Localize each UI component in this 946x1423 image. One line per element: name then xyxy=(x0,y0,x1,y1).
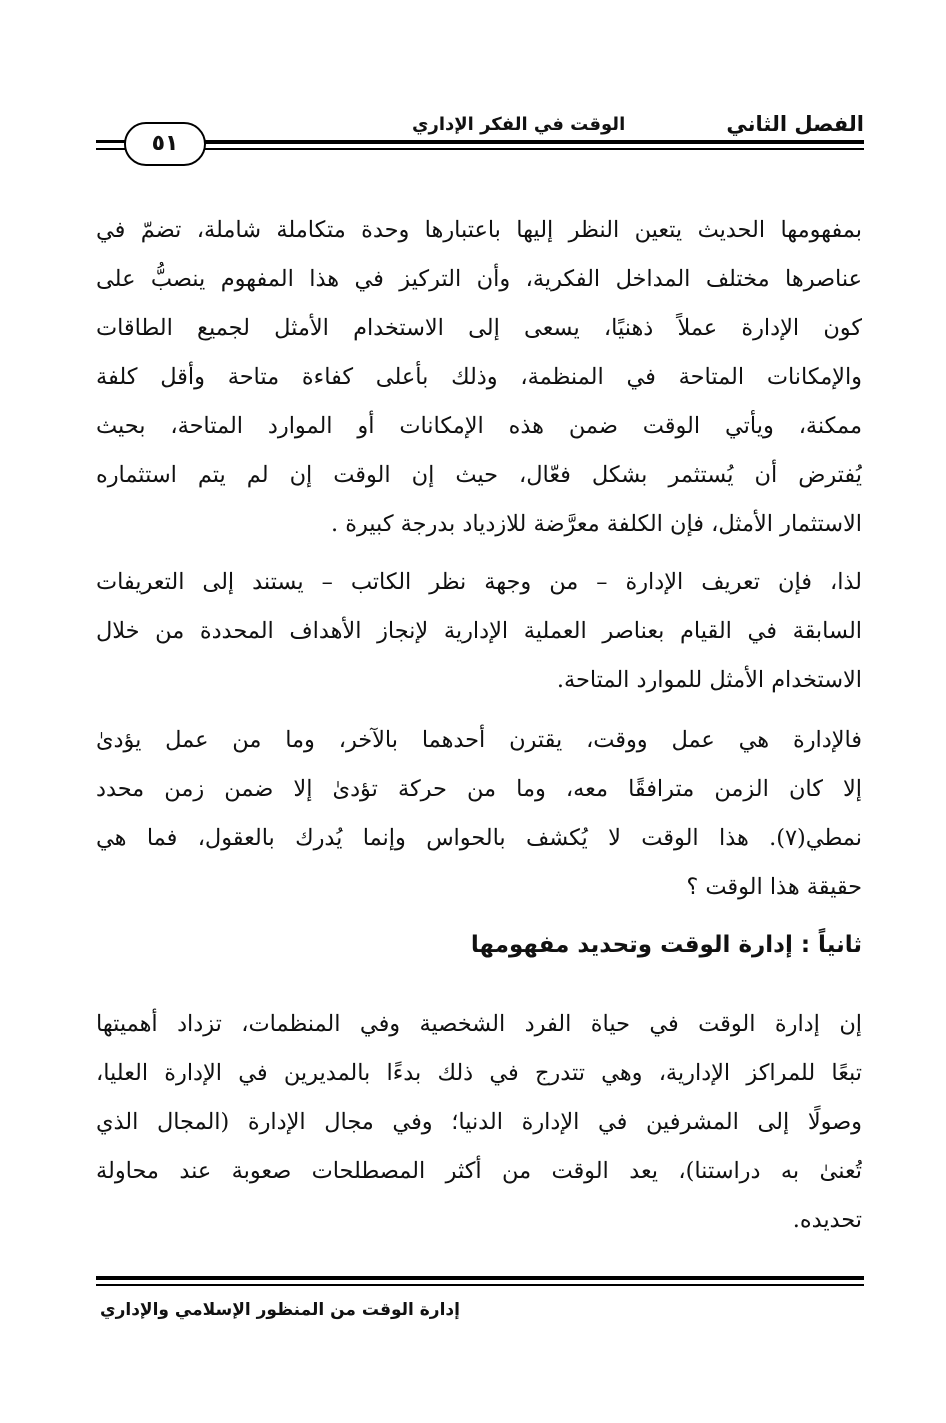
footer-rule-thick xyxy=(96,1276,864,1280)
running-title: الوقت في الفكر الإداري xyxy=(412,114,626,135)
text-line: يُفترض أن يُستثمر بشكل فعّال، حيث إن الوقت إن لم يتم استثماره xyxy=(96,462,862,488)
header-rule-thin xyxy=(200,148,864,150)
header-rule-thick xyxy=(200,140,864,144)
paragraph-4 xyxy=(96,1000,862,1245)
paragraph-3 xyxy=(96,716,862,912)
header-rule-left-b xyxy=(96,148,128,150)
text-line: تحديده. xyxy=(792,1207,862,1233)
section-heading: ثانياً : إدارة الوقت وتحديد مفهومها xyxy=(470,932,862,958)
text-line: تُعنىٰ به دراستنا)، يعد الوقت من أكثر المصطلحات صعوبة عند محاولة xyxy=(96,1158,862,1184)
text-line: حقيقة هذا الوقت ؟ xyxy=(686,874,862,900)
paragraph-1 xyxy=(96,206,862,549)
text-line: ممكنة، ويأتي الوقت ضمن هذه الإمكانات أو الموارد المتاحة، بحيث xyxy=(96,413,862,439)
text-line: إن إدارة الوقت في حياة الفرد الشخصية وفي المنظمات، تزداد أهميتها xyxy=(96,1011,862,1037)
text-line: والإمكانات المتاحة في المنظمة، وذلك بأعلى كفاءة متاحة وأقل كلفة xyxy=(96,364,862,390)
text-line: فالإدارة هي عمل ووقت، يقترن أحدهما بالآخر، وما من عمل يؤدىٰ xyxy=(96,727,862,753)
text-line: عناصرها مختلف المداخل الفكرية، وأن التركيز في هذا المفهوم ينصبُّ على xyxy=(96,266,862,292)
text-line: كون الإدارة عملاً ذهنيًا، يسعى إلى الاستخدام الأمثل لجميع الطاقات xyxy=(96,315,862,341)
text-line: وصولًا إلى المشرفين في الإدارة الدنيا؛ وفي مجال الإدارة (المجال الذي xyxy=(96,1109,862,1135)
text-line: بمفهومها الحديث يتعين النظر إليها باعتبارها وحدة متكاملة شاملة، تضمّ في xyxy=(96,217,862,243)
text-line: نمطي(٧). هذا الوقت لا يُكشف بالحواس وإنما يُدرك بالعقول، فما هي xyxy=(96,825,862,851)
text-line: السابقة في القيام بعناصر العملية الإدارية لإنجاز الأهداف المحددة من خلال xyxy=(96,618,862,644)
text-line: لذا، فإن تعريف الإدارة – من وجهة نظر الكاتب – يستند إلى التعريفات xyxy=(96,569,862,595)
chapter-label: الفصل الثاني xyxy=(726,112,864,136)
text-line: الاستخدام الأمثل للموارد المتاحة. xyxy=(556,667,862,693)
book-title-footer: إدارة الوقت من المنظور الإسلامي والإداري xyxy=(100,1300,460,1320)
text-line: الاستثمار الأمثل، فإن الكلفة معرَّضة للازدياد بدرجة كبيرة . xyxy=(330,511,862,537)
page-number: ٥١ xyxy=(124,122,206,166)
paragraph-2 xyxy=(96,558,862,705)
text-line: إلا كان الزمن مترافقًا معه، وما من حركة تؤدىٰ إلا ضمن زمن محدد xyxy=(96,776,862,802)
text-line: تبعًا للمراكز الإدارية، وهي تتدرج في ذلك بدءًا بالمديرين في الإدارة العليا، xyxy=(96,1060,862,1086)
footer-rule-thin xyxy=(96,1284,864,1286)
